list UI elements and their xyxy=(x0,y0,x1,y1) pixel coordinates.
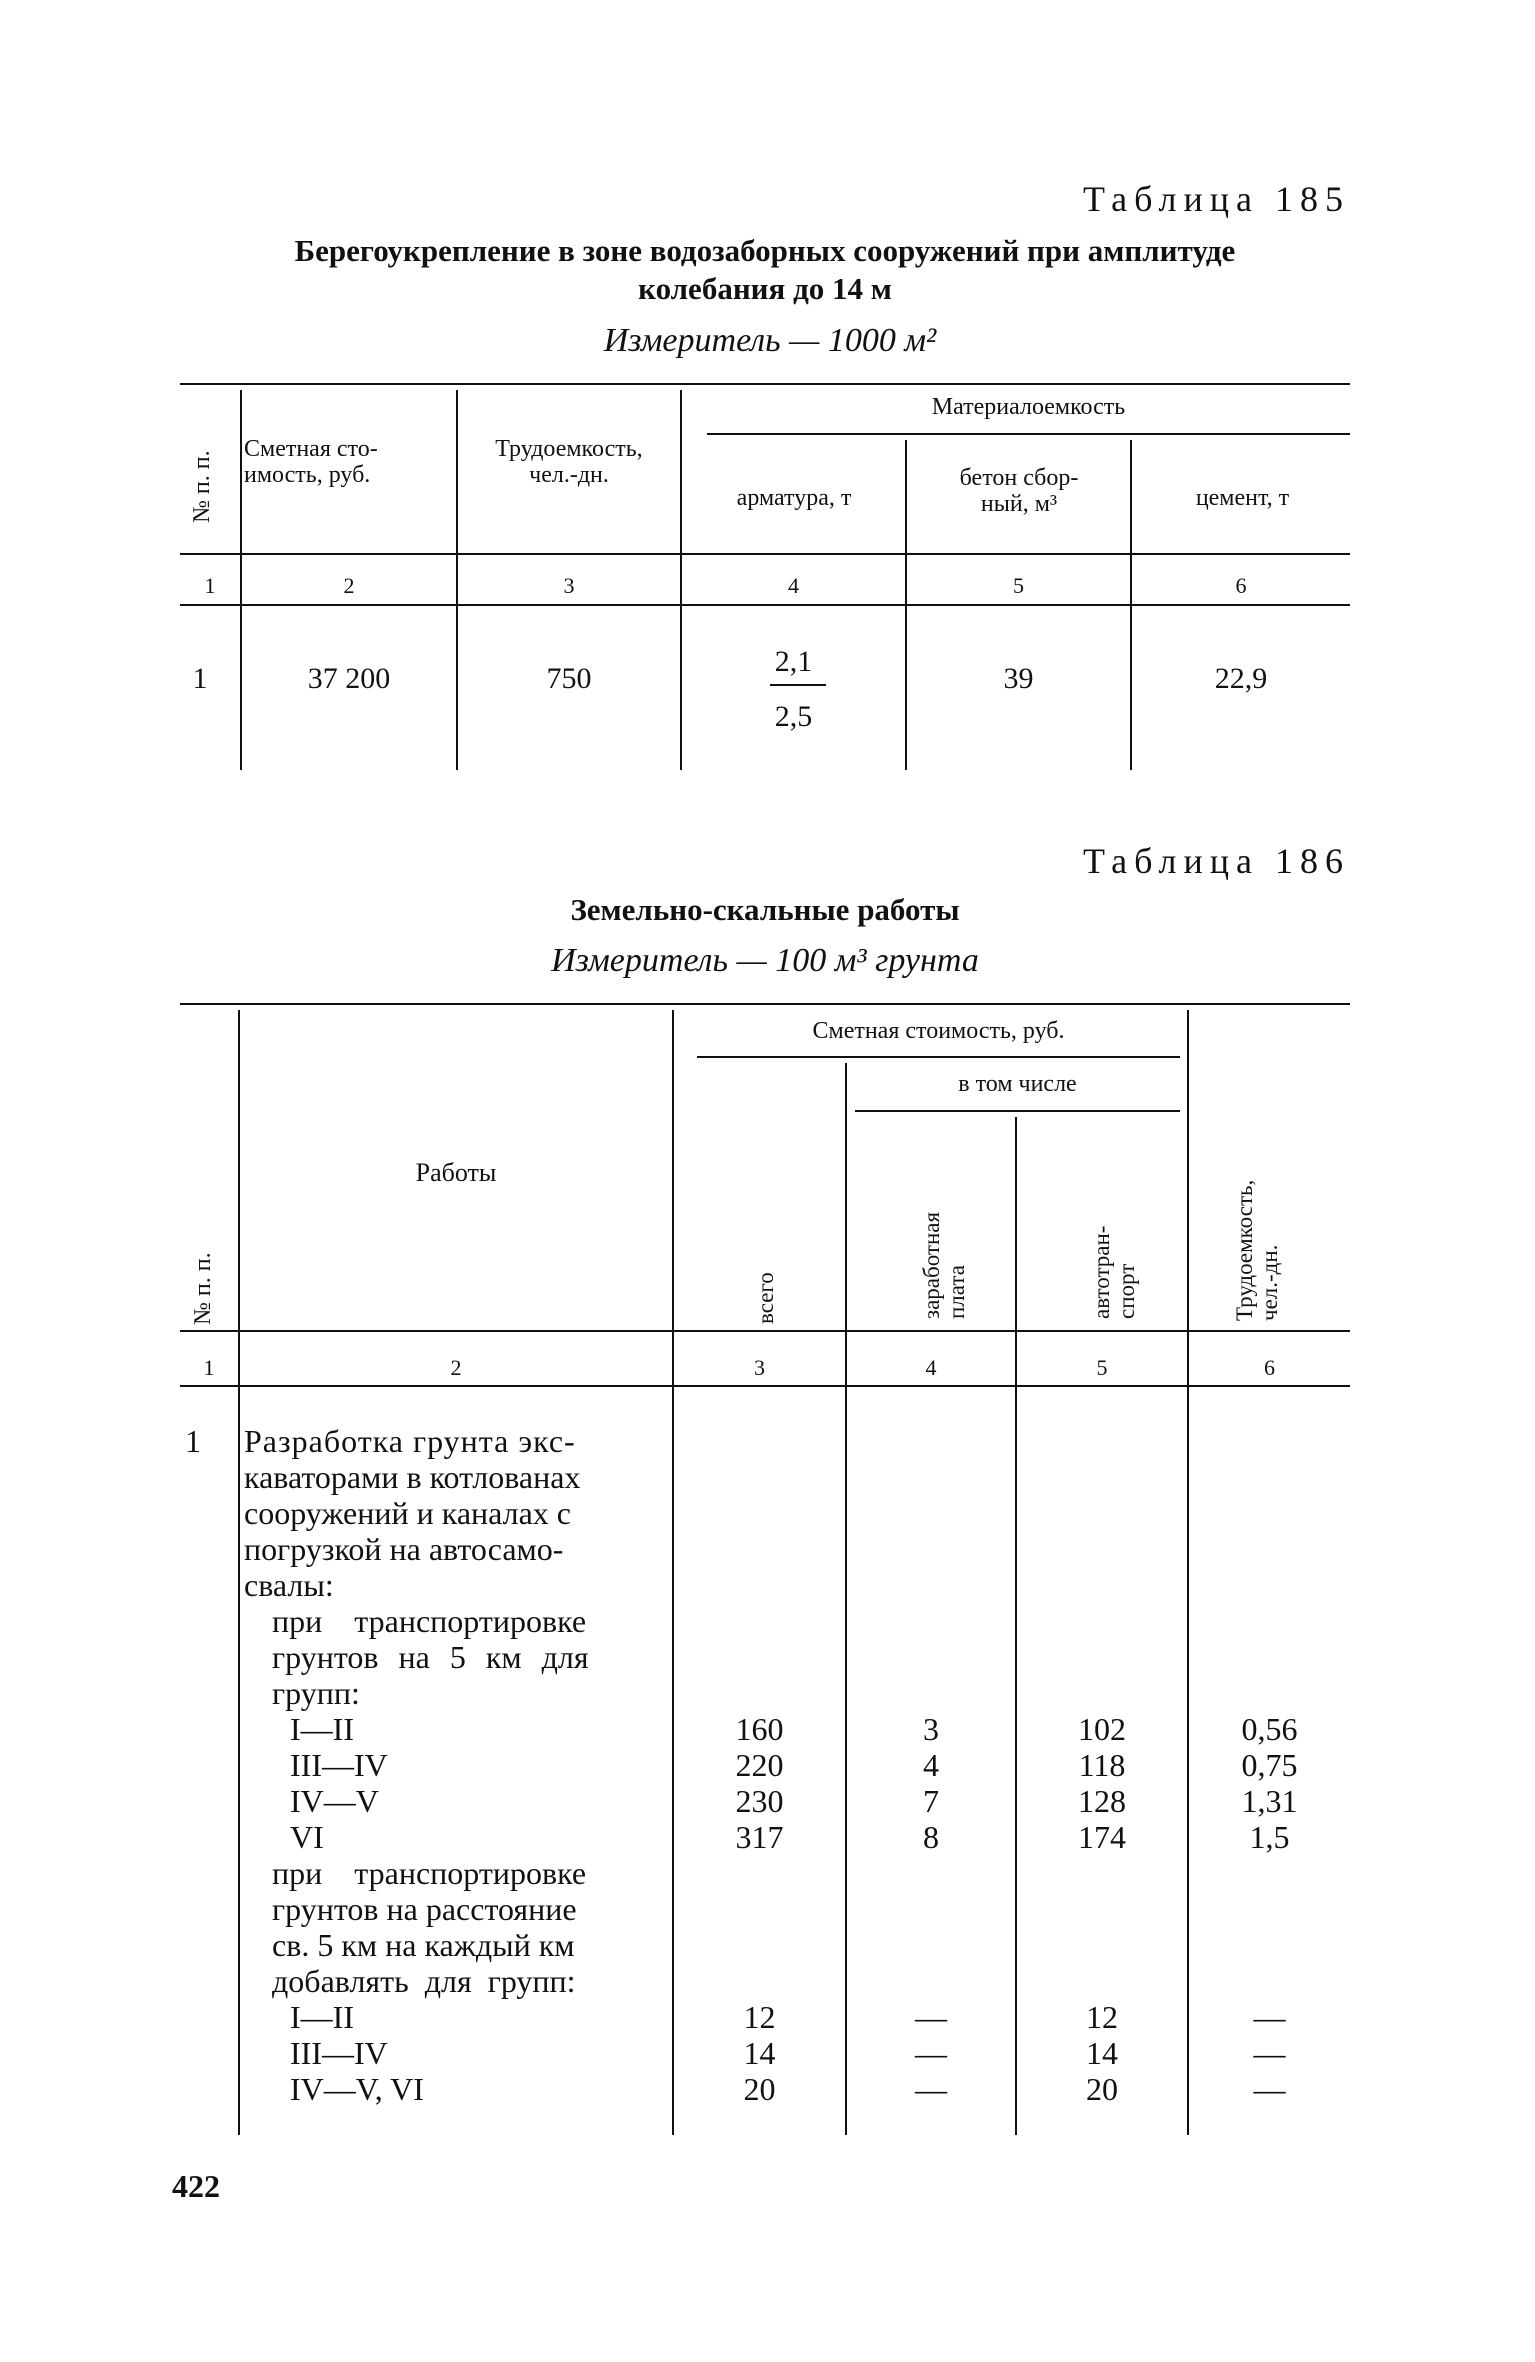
t186-header-transport xyxy=(1089,1149,1143,1319)
work-line: III—IV xyxy=(290,2035,388,2071)
t186-transport-cell: 12 xyxy=(1086,1999,1118,2035)
t186-total-cell: 220 xyxy=(735,1747,784,1783)
t186-header-bottom-rule xyxy=(180,1330,1350,1332)
t186-labor-cell: 1,5 xyxy=(1249,1819,1290,1855)
t186-cost-rule xyxy=(697,1056,1180,1058)
t186-transport-cell: 102 xyxy=(1078,1711,1126,1747)
t186-total-cell: 14 xyxy=(743,2035,776,2071)
t185-header-cost-1: Сметная сто- xyxy=(244,436,378,462)
t186-header-total: всего xyxy=(753,1272,778,1324)
t185-header-labor-2: чел.-дн. xyxy=(529,462,609,488)
page-number: 422 xyxy=(172,2168,220,2204)
t186-labor-cell: 0,75 xyxy=(1241,1747,1298,1783)
t185-rebar-fraction-bar xyxy=(770,684,826,686)
t186-wages-cell: — xyxy=(915,1999,947,2035)
t186-header-transport-1: автотран- xyxy=(1089,1225,1114,1319)
work-line: IV—V, VI xyxy=(290,2071,424,2107)
t185-header-cost-2: имость, руб. xyxy=(244,462,371,488)
t185-vline-5 xyxy=(1130,440,1132,770)
t185-header-bottom-rule xyxy=(180,553,1350,555)
t185-header-cement: цемент, т xyxy=(1195,485,1290,511)
t186-labor-cell: 0,56 xyxy=(1241,1711,1298,1747)
t186-header-wages xyxy=(919,1149,973,1319)
t185-vline-4 xyxy=(905,440,907,770)
t186-labor-cell: — xyxy=(1253,2035,1286,2071)
t186-labor-cell: — xyxy=(1253,2071,1286,2107)
t185-header-num: № п. п. xyxy=(189,450,215,523)
t185-row-rebar-bottom: 2,5 xyxy=(774,700,813,733)
t185-header-labor-1: Трудоемкость, xyxy=(495,436,643,462)
t185-header-materials: Материалоемкость xyxy=(931,394,1126,420)
t186-transport-cell: 174 xyxy=(1078,1819,1126,1855)
work-line: I—II xyxy=(290,1711,354,1747)
t185-colnum-bottom-rule xyxy=(180,604,1350,606)
work-line: грунтов на 5 км для xyxy=(272,1639,589,1675)
t185-row-rebar-top: 2,1 xyxy=(774,645,813,678)
t185-row-concrete: 39 xyxy=(1003,662,1034,695)
t186-labor-cell: — xyxy=(1253,1999,1286,2035)
t186-total-cell: 230 xyxy=(735,1783,784,1819)
t186-colnum-4: 4 xyxy=(925,1355,937,1380)
t186-labor-group1 xyxy=(1189,1711,1350,1855)
t185-row-cost: 37 200 xyxy=(307,662,391,695)
work-line: погрузкой на автосамо- xyxy=(244,1531,564,1567)
t186-wages-cell: — xyxy=(915,2035,947,2071)
t186-wages-cell: — xyxy=(915,2071,947,2107)
t186-transport-group1 xyxy=(1017,1711,1187,1855)
t186-total-cell: 12 xyxy=(743,1999,776,2035)
work-line: групп: xyxy=(272,1675,360,1711)
t186-colnum-6: 6 xyxy=(1264,1355,1275,1380)
work-line: свалы: xyxy=(244,1567,334,1603)
t185-colnum-1: 1 xyxy=(204,573,216,598)
work-line: VI xyxy=(290,1819,324,1855)
work-line: I—II xyxy=(290,1999,354,2035)
t186-transport-cell: 118 xyxy=(1078,1747,1126,1783)
work-line: грунтов на расстояние xyxy=(272,1891,577,1927)
t186-vline-3 xyxy=(845,1063,847,2135)
t186-total-group2 xyxy=(674,1999,845,2107)
t186-labor-group2 xyxy=(1189,1999,1350,2107)
table-185-unit: Измеритель — 1000 м² xyxy=(603,322,937,359)
t185-colnum-2: 2 xyxy=(343,573,355,598)
table-186-name: Таблица 186 xyxy=(1083,841,1350,881)
work-line: при транспортировке xyxy=(272,1855,587,1891)
t185-colnum-3: 3 xyxy=(563,573,575,598)
t185-top-rule xyxy=(180,383,1350,385)
t186-vline-4 xyxy=(1015,1117,1017,2135)
t186-wages-cell: 3 xyxy=(923,1711,939,1747)
t186-vline-2 xyxy=(672,1010,674,2135)
t185-row-num: 1 xyxy=(192,662,208,695)
work-line: каваторами в котлованах xyxy=(244,1459,581,1495)
t186-header-cost: Сметная стоимость, руб. xyxy=(812,1018,1065,1044)
t186-row-num: 1 xyxy=(185,1423,201,1459)
table-185-title-line1: Берегоукрепление в зоне водозаборных сооружений при амплитуде xyxy=(294,233,1236,268)
t186-header-works: Работы xyxy=(415,1158,497,1187)
t186-header-transport-2: спорт xyxy=(1114,1263,1139,1319)
table-186-unit: Измеритель — 100 м³ грунта xyxy=(551,942,979,979)
t186-colnum-5: 5 xyxy=(1096,1355,1108,1380)
t186-header-wages-1: заработная xyxy=(919,1211,944,1319)
t185-row-cement: 22,9 xyxy=(1214,662,1268,695)
t186-total-group1 xyxy=(674,1711,845,1855)
t186-total-cell: 160 xyxy=(735,1711,784,1747)
t186-transport-cell: 128 xyxy=(1078,1783,1126,1819)
work-line: сооружений и каналах с xyxy=(244,1495,571,1531)
t186-top-rule xyxy=(180,1003,1350,1005)
t186-transport-cell: 20 xyxy=(1086,2071,1118,2107)
work-line: при транспортировке xyxy=(272,1603,587,1639)
table-185-title-line2: колебания до 14 м xyxy=(638,271,892,306)
t185-row-labor: 750 xyxy=(546,662,592,695)
t186-vline-5 xyxy=(1187,1010,1189,2135)
table-185-name: Таблица 185 xyxy=(1083,179,1350,219)
t186-colnum-bottom-rule xyxy=(180,1385,1350,1387)
t186-header-labor xyxy=(1232,1111,1286,1321)
t185-header-concrete-2: ный, м³ xyxy=(980,491,1058,517)
work-line: Разработка грунта экс- xyxy=(244,1423,576,1459)
t186-labor-cell: 1,31 xyxy=(1241,1783,1298,1819)
t186-colnum-3: 3 xyxy=(754,1355,765,1380)
work-line: III—IV xyxy=(290,1747,388,1783)
t186-wages-cell: 7 xyxy=(923,1783,939,1819)
t186-colnum-1: 1 xyxy=(203,1355,215,1380)
t185-colnum-6: 6 xyxy=(1235,573,1247,598)
t186-transport-group2 xyxy=(1017,1999,1187,2107)
t186-wages-cell: 8 xyxy=(923,1819,939,1855)
t186-wages-cell: 4 xyxy=(923,1747,939,1783)
t186-header-labor-2: чел.-дн. xyxy=(1257,1244,1282,1321)
t186-transport-cell: 14 xyxy=(1086,2035,1118,2071)
t186-wages-group2 xyxy=(847,1999,1015,2107)
work-line: добавлять для групп: xyxy=(272,1963,576,1999)
t186-works-column xyxy=(244,1423,664,2107)
t186-total-cell: 20 xyxy=(743,2071,776,2107)
t185-header-concrete-1: бетон сбор- xyxy=(959,465,1079,491)
table-186-title: Земельно-скальные работы xyxy=(570,892,960,927)
t186-total-cell: 317 xyxy=(735,1819,784,1855)
t185-colnum-5: 5 xyxy=(1013,573,1024,598)
work-line: св. 5 км на каждый км xyxy=(272,1927,575,1963)
t185-colnum-4: 4 xyxy=(788,573,799,598)
t186-wages-group1 xyxy=(847,1711,1015,1855)
t186-header-including: в том числе xyxy=(958,1071,1077,1097)
t185-header-rebar: арматура, т xyxy=(736,485,852,511)
t185-materials-rule xyxy=(707,433,1350,435)
t186-including-rule xyxy=(855,1110,1180,1112)
work-line: IV—V xyxy=(290,1783,379,1819)
t186-header-labor-1: Трудоемкость, xyxy=(1232,1179,1257,1321)
t186-header-wages-2: плата xyxy=(944,1265,969,1319)
t186-colnum-2: 2 xyxy=(450,1355,462,1380)
t186-header-num: № п. п. xyxy=(190,1252,216,1325)
